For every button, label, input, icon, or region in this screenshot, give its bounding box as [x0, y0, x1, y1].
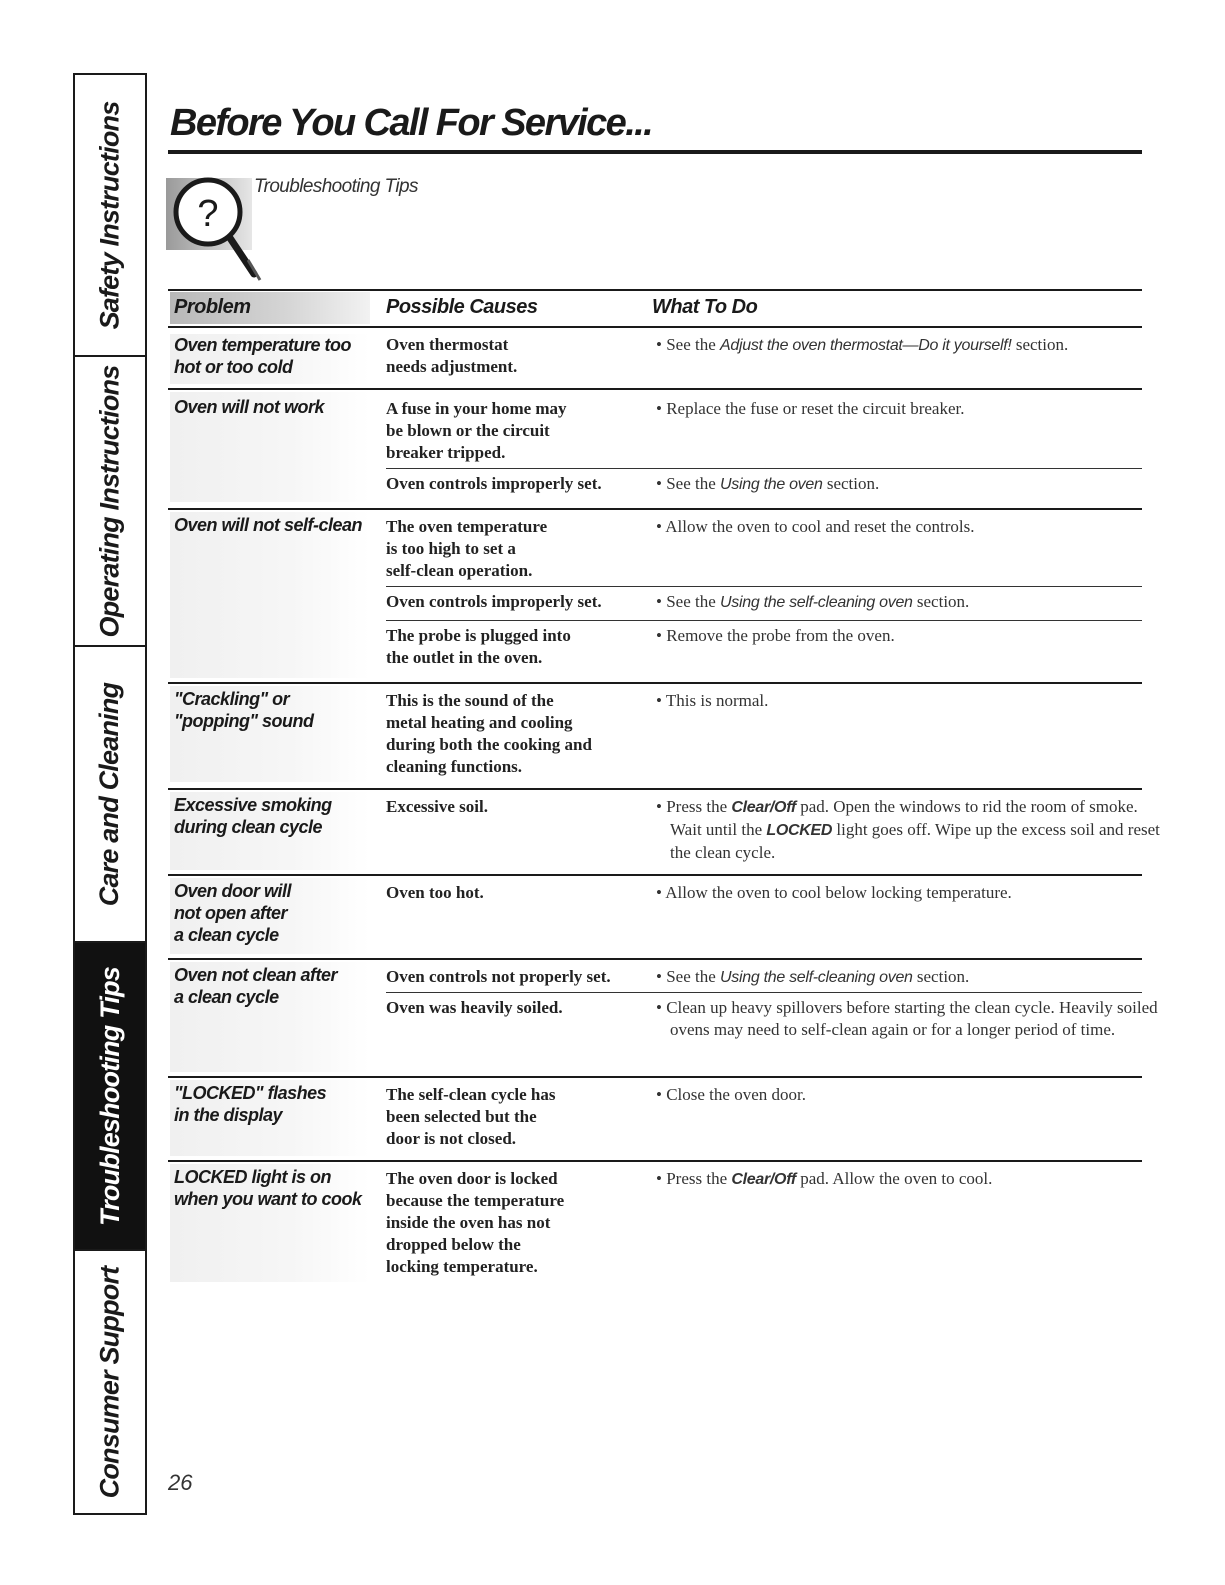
cause-text: The oven door is locked because the temperature inside the oven has not dropped below the locking temperature. — [386, 1169, 565, 1276]
column-header-what-to-do: What To Do — [652, 296, 758, 318]
column-header-problem: Problem — [174, 296, 251, 318]
problem-label: Oven door will not open after a clean cycle — [174, 881, 292, 945]
title-rule — [168, 150, 1142, 154]
table-row — [168, 1076, 1142, 1158]
table-row — [168, 388, 1142, 504]
table-row — [168, 788, 1160, 872]
problem-label: "LOCKED" flashes in the display — [174, 1083, 327, 1125]
table-header-rule — [168, 326, 1142, 328]
todo-text: • Close the oven door. — [656, 1085, 806, 1104]
todo-text: • See the Adjust the oven thermostat—Do it yourself! section. — [656, 335, 1069, 354]
cause-text: Oven controls improperly set. — [386, 592, 602, 611]
todo-text: • Allow the oven to cool below locking temperature. — [656, 883, 1012, 902]
table-row — [168, 958, 1158, 1074]
table-top-rule — [168, 289, 1142, 291]
tab-consumer-support[interactable]: Consumer Support — [94, 1266, 125, 1498]
cause-text: Oven was heavily soiled. — [386, 998, 563, 1017]
section-subtitle: Troubleshooting Tips — [254, 176, 418, 197]
cause-text: A fuse in your home may be blown or the circuit breaker tripped. — [386, 399, 567, 462]
cause-text: The self-clean cycle has been selected but the door is not closed. — [386, 1085, 556, 1148]
problem-label: Excessive smoking during clean cycle — [174, 795, 332, 837]
cause-text: Excessive soil. — [386, 797, 488, 816]
todo-text: • See the Using the self-cleaning oven section. — [656, 967, 970, 986]
table-row — [168, 508, 1142, 680]
cause-text: Oven controls not properly set. — [386, 967, 611, 986]
table-row — [168, 682, 1142, 784]
todo-text: • Allow the oven to cool and reset the controls. — [656, 517, 975, 536]
column-header-possible-causes: Possible Causes — [386, 296, 538, 318]
todo-text: • This is normal. — [656, 691, 769, 710]
todo-text: • Remove the probe from the oven. — [656, 626, 895, 645]
todo-text: • See the Using the oven section. — [656, 474, 880, 493]
table-row — [168, 874, 1142, 956]
cause-text: This is the sound of the metal heating and cooling during both the cooking and cleaning functions. — [386, 691, 592, 776]
cause-text: Oven controls improperly set. — [386, 474, 602, 493]
tab-operating-instructions[interactable]: Operating Instructions — [75, 357, 145, 647]
page-number: 26 — [168, 1470, 193, 1495]
tab-troubleshooting-tips[interactable]: Troubleshooting Tips — [75, 943, 145, 1251]
svg-text:?: ? — [197, 193, 219, 235]
todo-text: • Press the Clear/Off pad. Allow the oven to cool. — [656, 1169, 993, 1188]
page-title: Before You Call For Service... — [170, 102, 653, 144]
tab-safety-instructions[interactable]: Safety Instructions — [75, 75, 145, 357]
todo-text: • Replace the fuse or reset the circuit breaker. — [656, 399, 965, 418]
todo-text: • Clean up heavy spillovers before starting the clean cycle. Heavily soiled ovens may need to self-clean again or for a longer period of time. — [656, 998, 1158, 1039]
problem-label: Oven not clean after a clean cycle — [174, 965, 338, 1007]
problem-label: Oven will not self-clean — [174, 515, 363, 535]
cause-text: Oven thermostat needs adjustment. — [386, 335, 518, 376]
cause-text: The oven temperature is too high to set a self-clean operation. — [386, 517, 548, 580]
tab-care-and-cleaning[interactable]: Care and Cleaning — [75, 647, 145, 943]
problem-label: Oven temperature too hot or too cold — [174, 335, 352, 377]
todo-text: • See the Using the self-cleaning oven section. — [656, 592, 970, 611]
problem-label: Oven will not work — [174, 397, 325, 417]
section-tab-strip — [73, 73, 147, 1515]
table-row — [168, 330, 1142, 386]
table-row — [168, 1160, 1142, 1284]
cause-text: The probe is plugged into the outlet in the oven. — [386, 626, 571, 667]
problem-label: LOCKED light is on when you want to cook — [174, 1167, 362, 1209]
todo-text: • Press the Clear/Off pad. Open the windows to rid the room of smoke. Wait until the LOCKED light goes off. Wipe up the excess soil and reset the clean cycle. — [656, 797, 1160, 862]
problem-label: "Crackling" or "popping" sound — [174, 689, 314, 731]
cause-text: Oven too hot. — [386, 883, 484, 902]
